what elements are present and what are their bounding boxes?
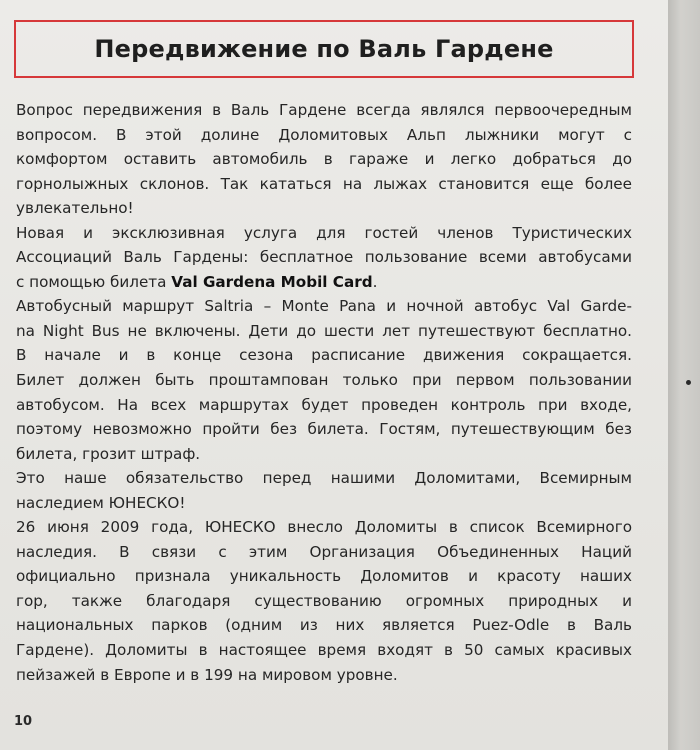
- text-fragment: с помощью билета: [16, 272, 172, 291]
- text-line: 26 июня 2009 года, ЮНЕСКО внесло Доломиты в список Всемирного: [16, 518, 632, 537]
- text-line: Ассоциаций Валь Гардены: бесплатное пользование всеми автобусами: [16, 248, 632, 267]
- text-line: наследия. В связи с этим Организация Объединенных Наций: [16, 542, 632, 561]
- text-line: комфортом оставить автомобиль в гараже и легко добраться до: [16, 150, 632, 169]
- text-line: горнолыжных склонов. Так кататься на лыжах становится еще более: [16, 174, 632, 193]
- text-line: Новая и эксклюзивная услуга для гостей членов Туристических: [16, 223, 632, 242]
- card-name: Val Gardena Mobil Card: [171, 272, 373, 291]
- page-title: Передвижение по Валь Гардене: [94, 35, 554, 63]
- text-line: официально признала уникальность Доломитов и красоту наших: [16, 567, 632, 586]
- text-line: Билет должен быть проштампован только при первом пользовании: [16, 371, 632, 390]
- text-line: национальных парков (одним из них является Puez-Odle в Валь: [16, 616, 632, 635]
- text-line: наследием ЮНЕСКО!: [16, 493, 186, 512]
- text-line: гор, также благодаря существованию огромных природных и: [16, 591, 632, 610]
- text-line: Автобусный маршрут Saltria – Monte Pana и ночной автобус Val Garde-: [16, 297, 632, 316]
- text-line: na Night Bus не включены. Дети до шести лет путешествуют бесплатно.: [16, 321, 632, 340]
- text-line: вопросом. В этой долине Доломитовых Альп лыжники могут с: [16, 125, 632, 144]
- text-line: автобусом. На всех маршрутах будет проведен контроль при входе,: [16, 395, 632, 414]
- text-line: Вопрос передвижения в Валь Гардене всегда являлся первоочередным: [16, 101, 632, 119]
- text-line: поэтому невозможно пройти без билета. Гостям, путешествующим без: [16, 420, 632, 439]
- text-fragment: .: [372, 272, 378, 291]
- body-text: [16, 98, 632, 687]
- text-line: Это наше обязательство перед нашими Доломитами, Всемирным: [16, 469, 632, 488]
- text-line: увлекательно!: [16, 199, 134, 218]
- text-line-card: [16, 270, 632, 295]
- text-line: Гардене). Доломиты в настоящее время входят в 50 самых красивых: [16, 641, 632, 660]
- edge-mark: [686, 380, 691, 385]
- text-line: пейзажей в Европе и в 199 на мировом уровне.: [16, 665, 398, 684]
- text-line: В начале и в конце сезона расписание движения сокращается.: [16, 346, 632, 365]
- page-edge: [668, 0, 700, 750]
- page-number: 10: [14, 714, 33, 729]
- text-line: билета, грозит штраф.: [16, 444, 201, 463]
- title-box: [14, 20, 634, 78]
